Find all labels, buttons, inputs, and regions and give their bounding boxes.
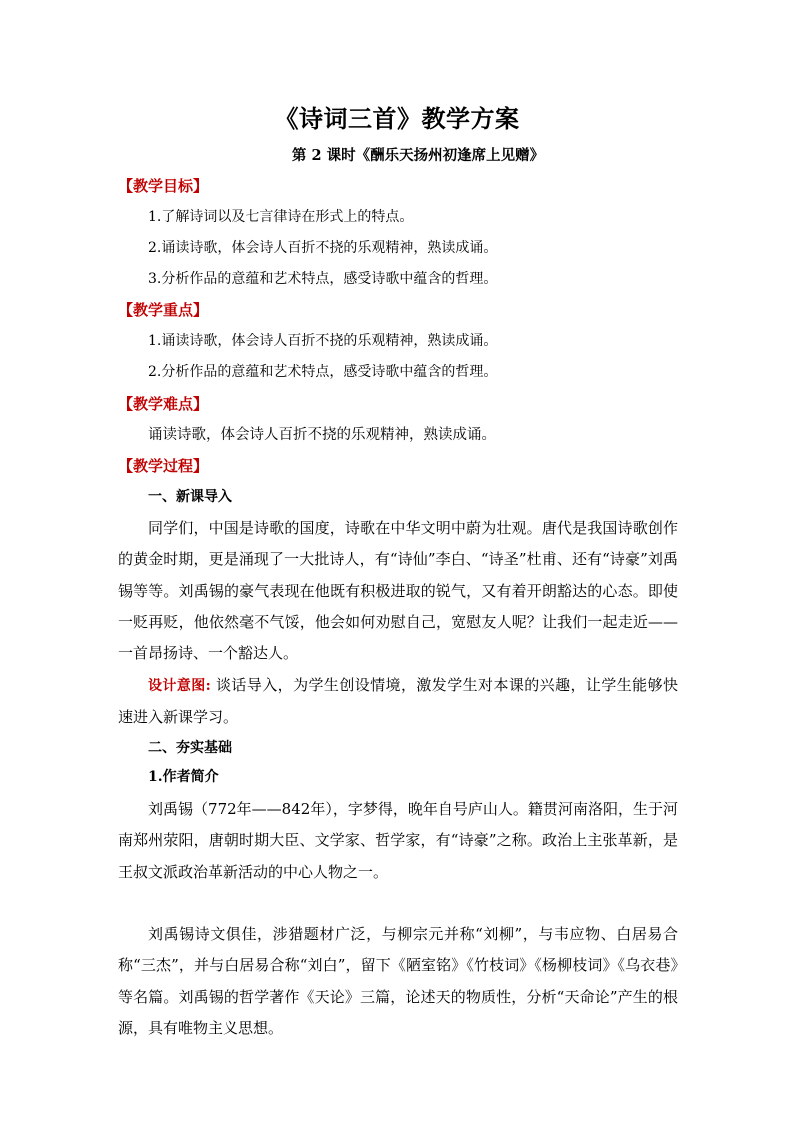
goal-item-2: 2.诵读诗歌，体会诗人百折不挠的乐观精神，熟读成诵。 bbox=[148, 240, 498, 256]
difficulty-text: 诵读诗歌，体会诗人百折不挠的乐观精神，熟读成诵。 bbox=[148, 427, 496, 443]
heading-teaching-goals: 【教学目标】 bbox=[118, 177, 209, 195]
design-intent-paragraph bbox=[118, 670, 678, 734]
goal-item-1: 1.了解诗词以及七言律诗在形式上的特点。 bbox=[148, 209, 414, 225]
intro-paragraph: 同学们，中国是诗歌的国度，诗歌在中华文明中蔚为壮观。唐代是我国诗歌创作的黄金时期，更是涌现了一大批诗人，有“诗仙”李白、“诗圣”杜甫、还有“诗豪”刘禹锡等等。刘禹锡的豪气表现在他既有积极进取的锐气，又有着开朗豁达的心态。即使一贬再贬，他依然毫不气馁，他会如何劝慰自己，宽慰友人呢？让我们一起走近——一首昂扬诗、一个豁达人。 bbox=[118, 519, 678, 663]
heading-difficulties: 【教学难点】 bbox=[118, 395, 209, 413]
author-intro-title: 1.作者简介 bbox=[148, 769, 219, 785]
section-solid-foundation: 二、夯实基础 bbox=[148, 740, 232, 756]
section-new-lesson-intro: 一、新课导入 bbox=[148, 489, 232, 505]
heading-key-points: 【教学重点】 bbox=[118, 301, 209, 319]
document-subtitle: 第 2 课时《酬乐天扬州初逢席上见赠》 bbox=[291, 147, 545, 164]
design-intent-text: 谈话导入，为学生创设情境，激发学生对本课的兴趣，让学生能够快速进入新课学习。 bbox=[118, 676, 678, 727]
goal-item-3: 3.分析作品的意蕴和艺术特点，感受诗歌中蕴含的哲理。 bbox=[148, 271, 498, 287]
key-point-item-1: 1.诵读诗歌，体会诗人百折不挠的乐观精神，熟读成诵。 bbox=[148, 333, 498, 349]
author-paragraph-2: 刘禹锡诗文俱佳，涉猎题材广泛，与柳宗元并称“刘柳”，与韦应物、白居易合称“三杰”，并与白居易合称“刘白”，留下《陋室铭》《竹枝词》《杨柳枝词》《乌衣巷》等名篇。刘禹锡的哲学著作《天论》三篇，论述天的物质性，分析“天命论”产生的根源，具有唯物主义思想。 bbox=[118, 925, 678, 1037]
design-intent-label: 设计意图: bbox=[148, 678, 211, 694]
document-title: 《诗词三首》教学方案 bbox=[274, 104, 520, 133]
key-point-item-2: 2.分析作品的意蕴和艺术特点，感受诗歌中蕴含的哲理。 bbox=[148, 364, 498, 380]
author-paragraph-1: 刘禹锡（772年——842年），字梦得，晚年自号庐山人。籍贯河南洛阳，生于河南郑州荥阳，唐朝时期大臣、文学家、哲学家，有“诗豪”之称。政治上主张革新，是王叔文派政治革新活动的中心人物之一。 bbox=[118, 800, 678, 881]
heading-teaching-process: 【教学过程】 bbox=[118, 457, 209, 475]
